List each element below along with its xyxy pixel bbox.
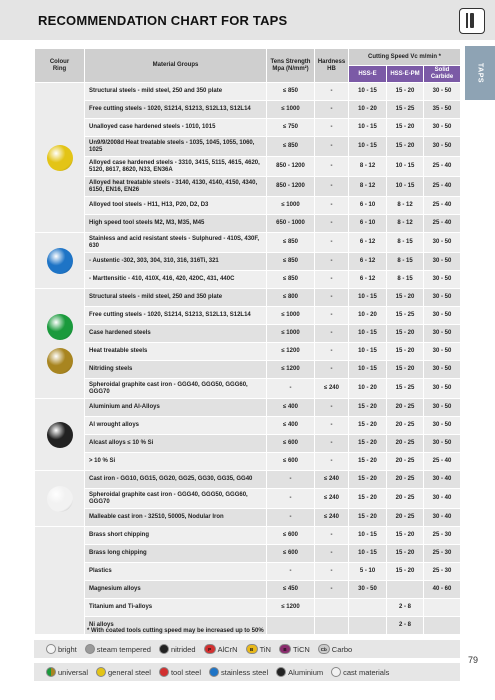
hss-e-cell: 30 - 50	[349, 581, 387, 599]
tens-cell: 650 - 1000	[267, 215, 315, 233]
ring-label: stainless steel	[221, 667, 269, 677]
header-solid-carbide: Solid Carbide	[424, 66, 461, 83]
hss-e-pm-cell: 15 - 20	[387, 325, 424, 343]
hss-e-pm-cell: 15 - 20	[387, 527, 424, 545]
carbide-cell	[424, 599, 461, 617]
carbide-cell: 30 - 50	[424, 119, 461, 137]
hss-e-pm-cell: 8 - 15	[387, 271, 424, 289]
carbide-cell: 40 - 60	[424, 581, 461, 599]
ring-label: cast materials	[343, 667, 390, 677]
carbide-cell: 30 - 50	[424, 361, 461, 379]
carbide-cell: 30 - 50	[424, 417, 461, 435]
hardness-cell: -	[315, 157, 349, 177]
table-row	[35, 289, 461, 307]
ring-item	[331, 667, 389, 677]
hardness-cell: -	[315, 137, 349, 157]
table-row	[35, 83, 461, 101]
table-row	[35, 545, 461, 563]
table-row	[35, 343, 461, 361]
bright-dot-icon	[46, 644, 56, 654]
material-cell: Spheroidal graphite cast iron - GGG40, GGG50, GGG60, GGG70	[85, 489, 267, 509]
carbide-cell: 25 - 40	[424, 215, 461, 233]
colour-ring-cell	[35, 233, 85, 289]
cast-materials-ring-icon	[331, 667, 341, 677]
coating-legend	[34, 640, 460, 658]
tens-cell: -	[267, 471, 315, 489]
hss-e-cell: 10 - 15	[349, 343, 387, 361]
coating-item	[204, 644, 238, 654]
table-row	[35, 417, 461, 435]
hss-e-cell: 6 - 10	[349, 215, 387, 233]
hss-e-pm-cell: 8 - 15	[387, 233, 424, 253]
ring-label: general steel	[108, 667, 151, 677]
material-cell: Case hardened steels	[85, 325, 267, 343]
hss-e-cell: 10 - 15	[349, 83, 387, 101]
black-ring-ball-icon	[47, 422, 73, 448]
material-cell: Un9/9/2008d Heat treatable steels - 1035, 1045, 1055, 1060, 1025	[85, 137, 267, 157]
white-ring-ball-icon	[47, 486, 73, 512]
tens-cell: -	[267, 379, 315, 399]
tens-cell: ≤ 400	[267, 399, 315, 417]
material-cell: Ni alloys	[85, 617, 267, 635]
tens-cell: -	[267, 489, 315, 509]
stainless-steel-ring-icon	[209, 667, 219, 677]
tens-cell: 850 - 1200	[267, 177, 315, 197]
side-tab-label: TAPS	[476, 62, 484, 84]
coating-label: nitrided	[170, 644, 196, 654]
coating-label: Carbo	[331, 644, 353, 654]
hardness-cell: -	[315, 361, 349, 379]
hardness-cell: -	[315, 307, 349, 325]
page-number: 79	[468, 655, 479, 665]
carbide-cell: 25 - 30	[424, 545, 461, 563]
table-row	[35, 379, 461, 399]
tens-cell: ≤ 850	[267, 83, 315, 101]
hss-e-pm-cell: 8 - 12	[387, 197, 424, 215]
hss-e-cell: 10 - 15	[349, 325, 387, 343]
carbide-cell: 30 - 50	[424, 435, 461, 453]
hss-e-pm-cell: 15 - 20	[387, 289, 424, 307]
material-cell: Alloyed heat treatable steels - 3140, 4130, 4140, 4150, 4340, 6150, EN16, EN26	[85, 177, 267, 197]
material-cell: Alcast alloys ≤ 10 % Si	[85, 435, 267, 453]
tool-steel-ring-icon	[159, 667, 169, 677]
material-cell: Malleable cast iron - 32510, 50005, Nodular Iron	[85, 509, 267, 527]
carbide-cell: 30 - 50	[424, 137, 461, 157]
material-cell: Structural steels - mild steel, 250 and 350 plate	[85, 289, 267, 307]
carbide-cell: 30 - 40	[424, 509, 461, 527]
material-cell: Unalloyed case hardened steels - 1010, 1015	[85, 119, 267, 137]
carbide-cell: 30 - 50	[424, 399, 461, 417]
header-hss-e: HSS-E	[349, 66, 387, 83]
hss-e-cell	[349, 599, 387, 617]
material-cell: Brass short chipping	[85, 527, 267, 545]
carbide-cell: 30 - 40	[424, 489, 461, 509]
hss-e-pm-cell: 10 - 15	[387, 157, 424, 177]
material-cell: Stainless and acid resistant steels - Sulphured - 410S, 430F, 630	[85, 233, 267, 253]
hss-e-cell: 8 - 12	[349, 177, 387, 197]
table-row	[35, 119, 461, 137]
carbide-cell: 30 - 50	[424, 343, 461, 361]
hardness-cell: -	[315, 289, 349, 307]
hss-e-pm-cell: 20 - 25	[387, 489, 424, 509]
tens-cell: ≤ 600	[267, 545, 315, 563]
hss-e-pm-cell: 2 - 8	[387, 617, 424, 635]
colour-ring-cell	[35, 471, 85, 527]
coating-label: TiN	[259, 644, 271, 654]
carbide-cell: 30 - 50	[424, 253, 461, 271]
table-row	[35, 137, 461, 157]
hss-e-pm-cell: 8 - 12	[387, 215, 424, 233]
tens-cell	[267, 617, 315, 635]
hardness-cell: -	[315, 581, 349, 599]
carbide-cell: 30 - 50	[424, 271, 461, 289]
header-colour-ring: Colour Ring	[35, 49, 85, 83]
hss-e-pm-cell: 20 - 25	[387, 417, 424, 435]
carbide-cell: 30 - 40	[424, 471, 461, 489]
colour-ring-legend	[34, 663, 460, 681]
ring-label: tool steel	[170, 667, 201, 677]
tens-cell: ≤ 400	[267, 417, 315, 435]
hss-e-pm-cell: 15 - 20	[387, 545, 424, 563]
tens-cell: ≤ 850	[267, 253, 315, 271]
hardness-cell: -	[315, 83, 349, 101]
carbide-cell: 25 - 40	[424, 453, 461, 471]
hardness-cell: ≤ 240	[315, 379, 349, 399]
hss-e-pm-cell: 15 - 20	[387, 119, 424, 137]
table-row	[35, 563, 461, 581]
table-row	[35, 399, 461, 417]
hss-e-cell: 10 - 20	[349, 307, 387, 325]
material-cell: - Marttensitic - 410, 410X, 416, 420, 420C, 431, 440C	[85, 271, 267, 289]
tens-cell: ≤ 800	[267, 289, 315, 307]
recommendation-table	[34, 48, 460, 635]
hss-e-pm-cell: 15 - 20	[387, 563, 424, 581]
hss-e-cell: 8 - 12	[349, 157, 387, 177]
hardness-cell: -	[315, 253, 349, 271]
carbide-cell: 30 - 50	[424, 307, 461, 325]
tens-cell: ≤ 1000	[267, 101, 315, 119]
hardness-cell: ≤ 240	[315, 471, 349, 489]
tens-cell: ≤ 600	[267, 527, 315, 545]
table-row	[35, 453, 461, 471]
material-cell: Plastics	[85, 563, 267, 581]
material-cell: Brass long chipping	[85, 545, 267, 563]
material-cell: Al wrought alloys	[85, 417, 267, 435]
tens-cell: ≤ 600	[267, 453, 315, 471]
carbide-cell: 30 - 50	[424, 83, 461, 101]
table-row	[35, 157, 461, 177]
universal-ring-icon	[46, 667, 56, 677]
colour-ring-cell	[35, 399, 85, 471]
material-cell: Titanium and Ti-alloys	[85, 599, 267, 617]
tens-cell: ≤ 1000	[267, 325, 315, 343]
table-row	[35, 271, 461, 289]
hardness-cell: -	[315, 325, 349, 343]
hardness-cell: -	[315, 101, 349, 119]
hss-e-pm-cell: 15 - 20	[387, 343, 424, 361]
tin-dot-icon: B	[246, 644, 258, 654]
ring-item	[96, 667, 151, 677]
hardness-cell: -	[315, 233, 349, 253]
page-title: RECOMMENDATION CHART FOR TAPS	[38, 13, 288, 28]
hardness-cell: -	[315, 177, 349, 197]
coating-item	[85, 644, 151, 654]
side-tab-taps[interactable]	[465, 46, 495, 100]
material-cell: Cast iron - GG10, GG15, GG20, GG25, GG30, GG35, GG40	[85, 471, 267, 489]
table-row	[35, 489, 461, 509]
hss-e-cell: 10 - 20	[349, 379, 387, 399]
header-tens-strength: Tens Strength Mpa (N/mm²)	[267, 49, 315, 83]
hss-e-pm-cell: 20 - 25	[387, 399, 424, 417]
material-cell: Spheroidal graphite cast iron - GGG40, GGG50, GGG60, GGG70	[85, 379, 267, 399]
tens-cell: 850 - 1200	[267, 157, 315, 177]
header-hss-e-pm: HSS-E-PM	[387, 66, 424, 83]
hardness-cell: -	[315, 417, 349, 435]
table-row	[35, 361, 461, 379]
carbide-cell: 25 - 40	[424, 157, 461, 177]
hardness-cell: ≤ 240	[315, 509, 349, 527]
hardness-cell	[315, 599, 349, 617]
material-cell: High speed tool steels M2, M3, M35, M45	[85, 215, 267, 233]
ring-item	[159, 667, 201, 677]
coating-item	[246, 644, 271, 654]
hss-e-pm-cell: 15 - 25	[387, 101, 424, 119]
hss-e-cell: 10 - 15	[349, 527, 387, 545]
table-row	[35, 101, 461, 119]
tens-cell: ≤ 850	[267, 137, 315, 157]
coating-item	[159, 644, 196, 654]
colour-ring-cell	[35, 83, 85, 233]
header-material-groups: Material Groups	[85, 49, 267, 83]
colour-ring-cell	[35, 289, 85, 399]
hss-e-cell: 15 - 20	[349, 509, 387, 527]
table-row	[35, 471, 461, 489]
tap-tool-icon	[459, 8, 485, 34]
ring-label: universal	[58, 667, 89, 677]
gold-ring-ball-icon	[47, 348, 73, 374]
hardness-cell: -	[315, 343, 349, 361]
hss-e-cell: 10 - 15	[349, 289, 387, 307]
hardness-cell: -	[315, 435, 349, 453]
hss-e-cell	[349, 617, 387, 635]
table-row	[35, 509, 461, 527]
aluminium-ring-icon	[276, 667, 286, 677]
hss-e-cell: 10 - 15	[349, 361, 387, 379]
hss-e-cell: 6 - 12	[349, 253, 387, 271]
tens-cell: ≤ 600	[267, 435, 315, 453]
material-cell: Free cutting steels - 1020, S1214, S1213, S12L13, S12L14	[85, 307, 267, 325]
carbide-cell: 35 - 50	[424, 101, 461, 119]
table-row	[35, 177, 461, 197]
hss-e-cell: 15 - 20	[349, 489, 387, 509]
coating-label: TiCN	[292, 644, 310, 654]
carbide-cell: 30 - 50	[424, 379, 461, 399]
carbide-cell	[424, 617, 461, 635]
hss-e-cell: 15 - 20	[349, 471, 387, 489]
carbo-dot-icon: Cb	[318, 644, 330, 654]
tens-cell: ≤ 1200	[267, 599, 315, 617]
tens-cell: ≤ 1000	[267, 197, 315, 215]
hss-e-pm-cell: 15 - 20	[387, 137, 424, 157]
table-row	[35, 197, 461, 215]
tens-cell: -	[267, 563, 315, 581]
carbide-cell: 25 - 30	[424, 563, 461, 581]
material-cell: Alloyed case hardened steels - 3310, 3415, 5115, 4615, 4620, 5120, 8617, 8620, N33, EN36A	[85, 157, 267, 177]
ring-label: Aluminium	[288, 667, 324, 677]
carbide-cell: 25 - 30	[424, 527, 461, 545]
hss-e-pm-cell: 8 - 15	[387, 253, 424, 271]
hss-e-cell: 15 - 20	[349, 453, 387, 471]
carbide-cell: 30 - 50	[424, 233, 461, 253]
hss-e-pm-cell: 15 - 20	[387, 361, 424, 379]
hss-e-pm-cell: 15 - 25	[387, 307, 424, 325]
hss-e-cell: 10 - 15	[349, 137, 387, 157]
general-steel-ring-icon	[96, 667, 106, 677]
table-row	[35, 599, 461, 617]
ring-item	[209, 667, 268, 677]
hss-e-pm-cell	[387, 581, 424, 599]
ring-item	[46, 667, 88, 677]
blue-ring-ball-icon	[47, 248, 73, 274]
hardness-cell	[315, 617, 349, 635]
hss-e-pm-cell: 10 - 15	[387, 177, 424, 197]
header-hardness: Hardness HB	[315, 49, 349, 83]
table-row	[35, 253, 461, 271]
hss-e-cell: 6 - 10	[349, 197, 387, 215]
tens-cell: ≤ 1200	[267, 361, 315, 379]
tens-cell: ≤ 850	[267, 233, 315, 253]
header-cutting-speed: Cutting Speed Vc m/min *	[349, 49, 461, 66]
hss-e-pm-cell: 20 - 25	[387, 471, 424, 489]
hss-e-cell: 10 - 20	[349, 101, 387, 119]
material-cell: Free cutting steels - 1020, S1214, S1213, S12L13, S12L14	[85, 101, 267, 119]
coating-item	[46, 644, 77, 654]
hss-e-pm-cell: 2 - 8	[387, 599, 424, 617]
coating-label: AlCrN	[217, 644, 238, 654]
coating-label: steam tempered	[96, 644, 151, 654]
hss-e-pm-cell: 20 - 25	[387, 435, 424, 453]
material-cell: Magnesium alloys	[85, 581, 267, 599]
hss-e-pm-cell: 15 - 20	[387, 83, 424, 101]
hss-e-cell: 10 - 15	[349, 119, 387, 137]
hardness-cell: -	[315, 563, 349, 581]
tens-cell: ≤ 1000	[267, 307, 315, 325]
hardness-cell: -	[315, 545, 349, 563]
hss-e-cell: 15 - 20	[349, 435, 387, 453]
table-row	[35, 233, 461, 253]
coating-label: bright	[58, 644, 77, 654]
material-cell: > 10 % Si	[85, 453, 267, 471]
hardness-cell: ≤ 240	[315, 489, 349, 509]
hss-e-cell: 15 - 20	[349, 399, 387, 417]
hss-e-pm-cell: 20 - 25	[387, 509, 424, 527]
tens-cell: -	[267, 509, 315, 527]
tens-cell: ≤ 1200	[267, 343, 315, 361]
table-row	[35, 435, 461, 453]
hardness-cell: -	[315, 271, 349, 289]
hardness-cell: -	[315, 197, 349, 215]
ring-item	[276, 667, 323, 677]
table-row	[35, 527, 461, 545]
hardness-cell: -	[315, 399, 349, 417]
footnote: * With coated tools cutting speed may be increased up to 50%	[87, 628, 264, 634]
carbide-cell: 25 - 40	[424, 177, 461, 197]
hardness-cell: -	[315, 453, 349, 471]
hss-e-cell: 6 - 12	[349, 271, 387, 289]
tens-cell: ≤ 450	[267, 581, 315, 599]
hss-e-cell: 10 - 15	[349, 545, 387, 563]
colour-ring-cell	[35, 527, 85, 635]
steam-tempered-dot-icon	[85, 644, 95, 654]
material-cell: - Austentic -302, 303, 304, 310, 316, 316Ti, 321	[85, 253, 267, 271]
green-ring-ball-icon	[47, 314, 73, 340]
material-cell: Alloyed tool steels - H11, H13, P20, D2, D3	[85, 197, 267, 215]
hss-e-pm-cell: 15 - 25	[387, 379, 424, 399]
ticn-dot-icon: B	[279, 644, 291, 654]
nitrided-dot-icon	[159, 644, 169, 654]
tens-cell: ≤ 850	[267, 271, 315, 289]
hardness-cell: -	[315, 527, 349, 545]
coating-item	[318, 644, 352, 654]
tens-cell: ≤ 750	[267, 119, 315, 137]
table-row	[35, 215, 461, 233]
hardness-cell: -	[315, 119, 349, 137]
material-cell: Aluminium and Al-Alloys	[85, 399, 267, 417]
table-row	[35, 325, 461, 343]
coating-item	[279, 644, 310, 654]
hss-e-cell: 5 - 10	[349, 563, 387, 581]
carbide-cell: 25 - 40	[424, 197, 461, 215]
hss-e-pm-cell: 20 - 25	[387, 453, 424, 471]
material-cell: Nitriding steels	[85, 361, 267, 379]
material-cell: Heat treatable steels	[85, 343, 267, 361]
table-row	[35, 307, 461, 325]
hardness-cell: -	[315, 215, 349, 233]
yellow-ring-ball-icon	[47, 145, 73, 171]
carbide-cell: 30 - 50	[424, 289, 461, 307]
hss-e-cell: 6 - 12	[349, 233, 387, 253]
carbide-cell: 30 - 50	[424, 325, 461, 343]
material-cell: Structural steels - mild steel, 250 and 350 plate	[85, 83, 267, 101]
hss-e-cell: 15 - 20	[349, 417, 387, 435]
table-row	[35, 581, 461, 599]
alcrn-dot-icon: P	[204, 644, 216, 654]
